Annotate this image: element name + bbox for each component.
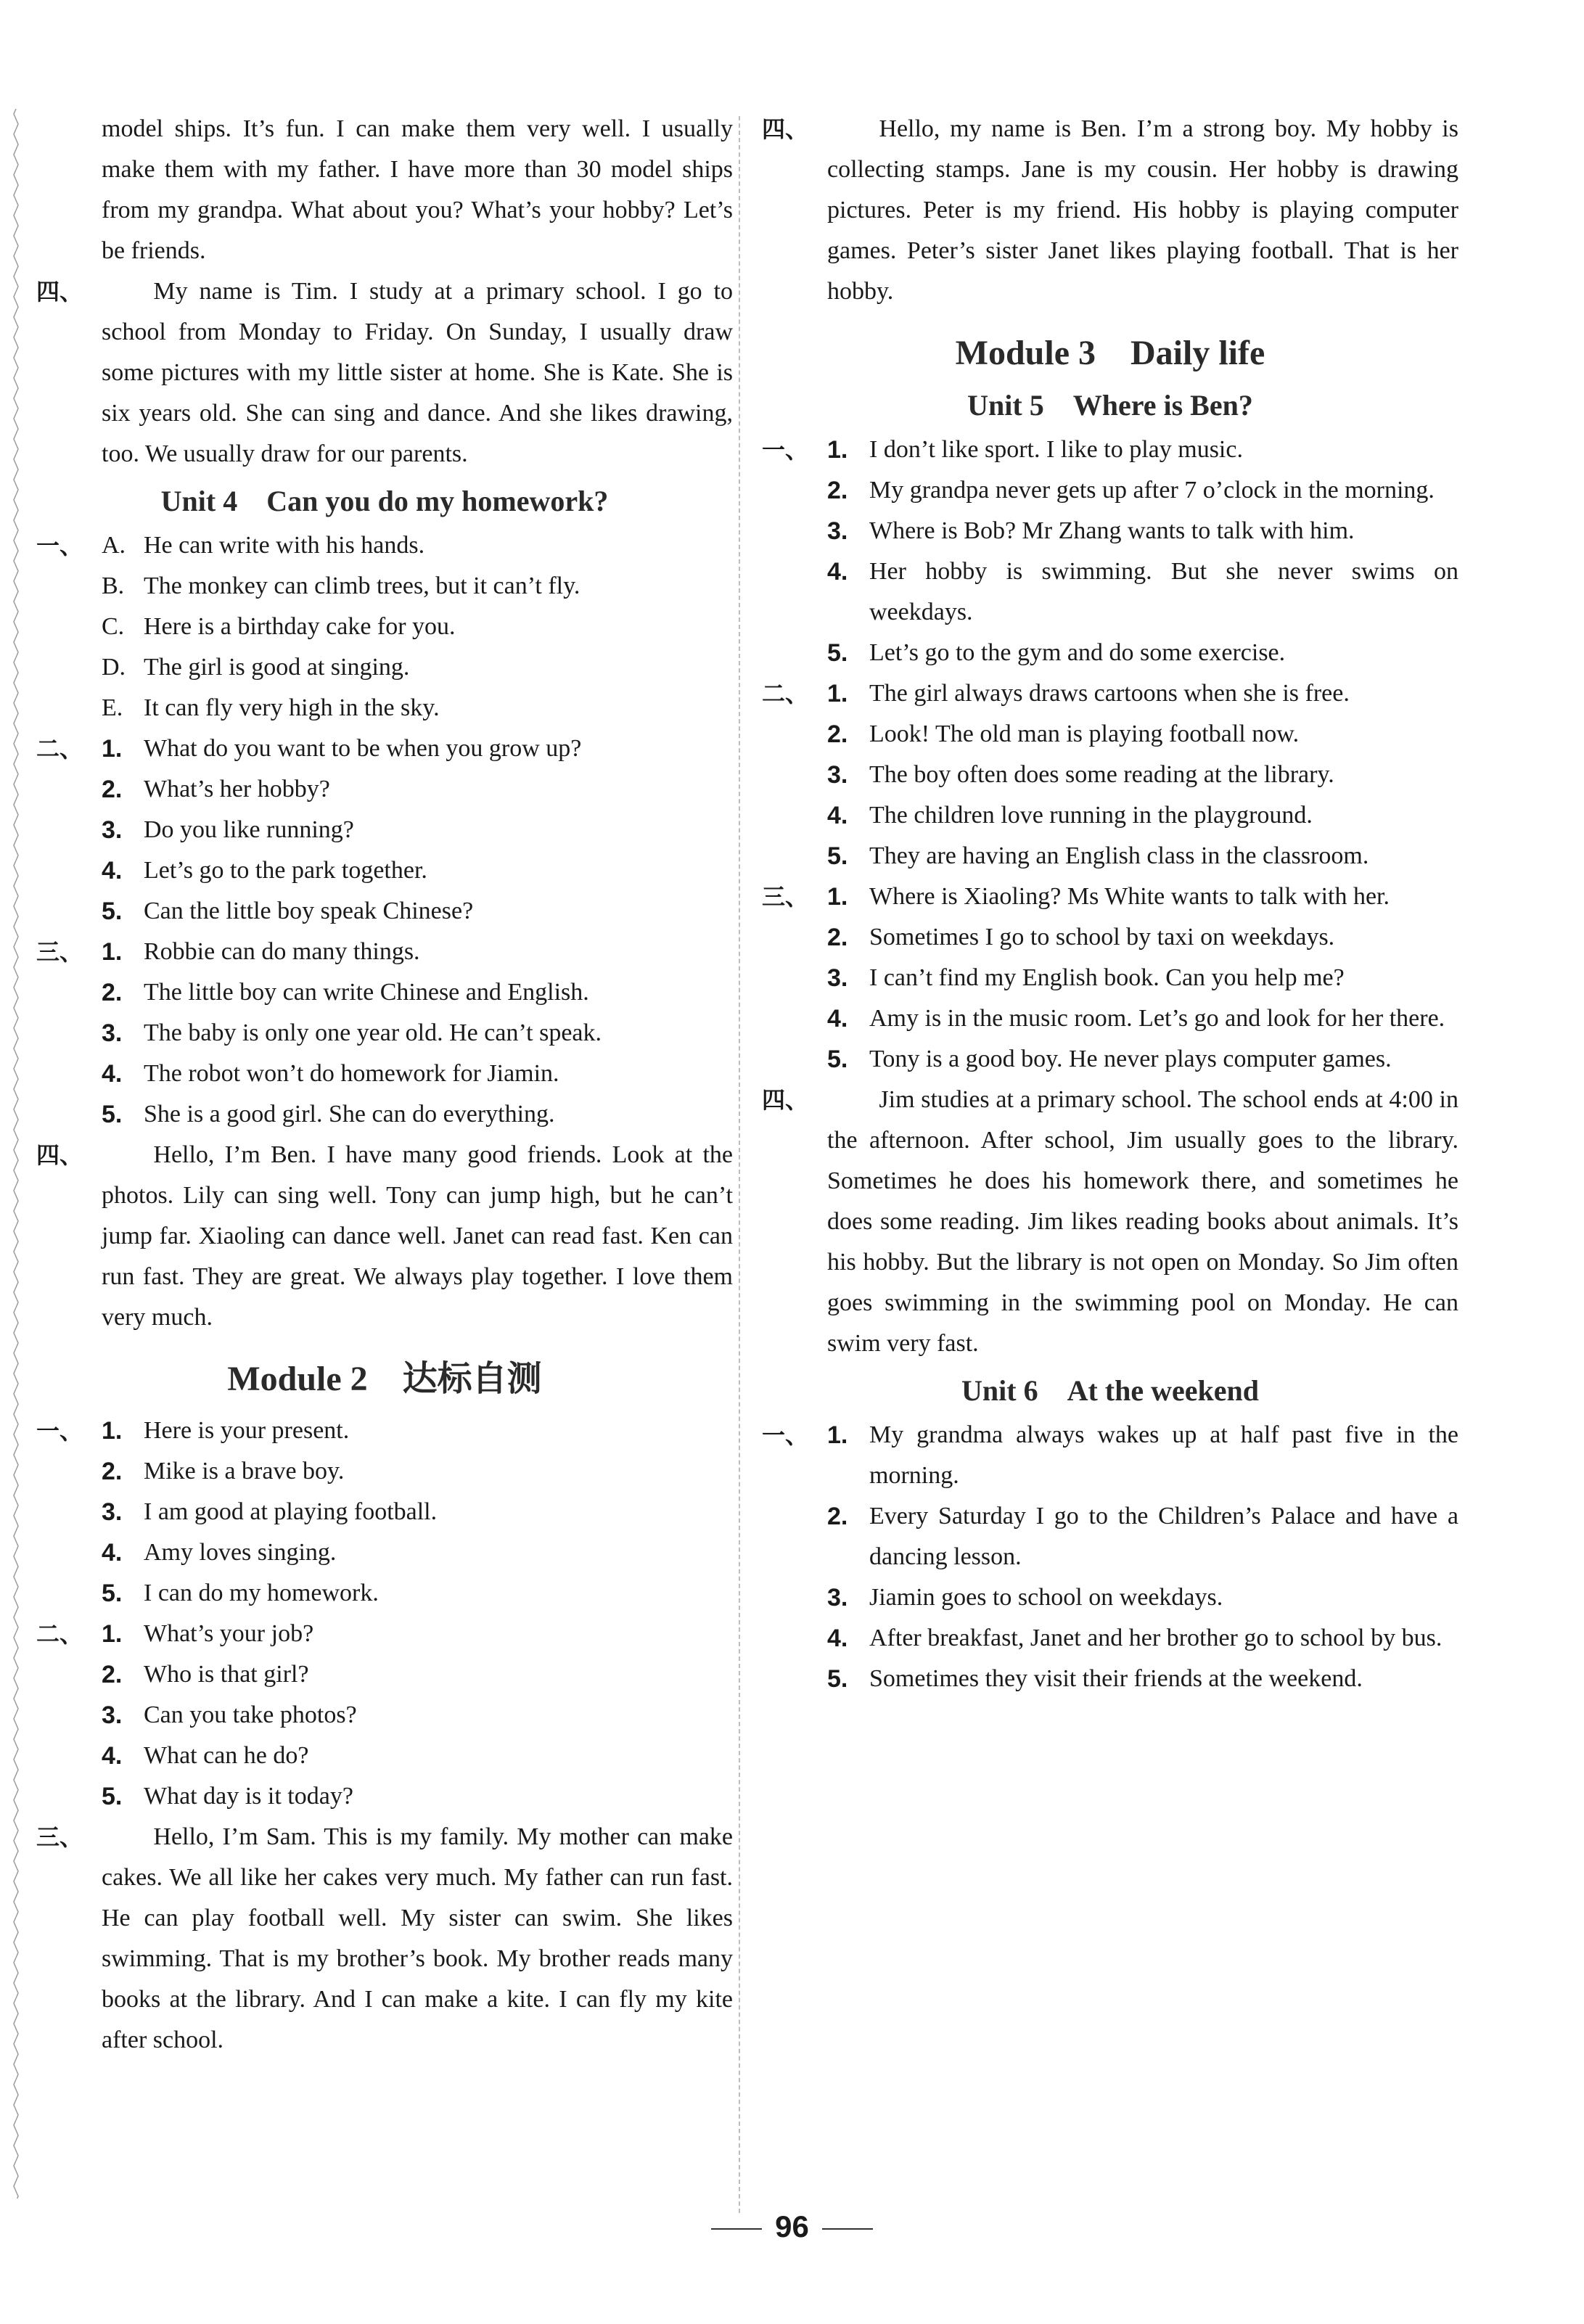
item-number: 5. [827,1665,848,1693]
item-text: What’s her hobby? [144,776,330,802]
answer-item [827,1577,1458,1618]
answer-item [102,850,733,891]
section-label: 二、 [36,1620,83,1648]
answer-list [827,876,1458,1080]
item-number: 1. [102,938,123,966]
answer-list [827,1415,1458,1699]
item-text: The girl is good at singing. [144,654,410,681]
item-text: He can write with his hands. [144,532,425,559]
answer-item [827,673,1458,714]
section-label: 四、 [36,278,83,305]
unit-4-title: Unit 4 Can you do my homework? [160,485,609,517]
answer-item [827,795,1458,836]
item-text: I can’t find my English book. Can you help me? [869,964,1345,991]
answer-item [102,769,733,810]
unit5-section-1 [762,430,1458,673]
module2-section-1 [36,1411,733,1614]
answer-item [827,755,1458,795]
item-text: Tony is a good boy. He never plays computer games. [869,1046,1392,1072]
answer-item [827,836,1458,876]
section-label: 一、 [36,1417,83,1445]
passage-text: Jim studies at a primary school. The school ends at 4:00 in the afternoon. After school, Jim usually goes to the library. Sometimes he does his homework there, and sometimes he does some reading. Jim likes reading books about animals. It’s his hobby. But the library is not open on Monday. So Jim often goes swimming in the swimming pool on Monday. He can swim very fast. [827,1086,1458,1357]
answer-item [827,1659,1458,1699]
item-text: Amy loves singing. [144,1539,337,1566]
item-text: Can you take photos? [144,1701,357,1728]
item-number: 4. [827,802,848,829]
item-number: 2. [102,776,123,803]
module2-section-2 [36,1614,733,1817]
footer-dash-left [711,2228,762,2230]
answer-item [827,714,1458,755]
answer-list [102,1411,733,1614]
page-number: 96 [775,2209,809,2243]
answer-item [827,1618,1458,1659]
page-number-footer [0,2209,1584,2244]
answer-item [827,917,1458,958]
item-number: 5. [102,1101,123,1128]
answer-item [102,647,733,688]
answer-item [102,728,733,769]
item-text: Let’s go to the park together. [144,857,427,884]
answer-list [827,673,1458,876]
item-text: What’s your job? [144,1620,314,1647]
answer-item [102,1054,733,1094]
item-number: 1. [827,680,848,707]
answer-item [102,1614,733,1654]
item-number: 3. [827,964,848,992]
item-text: Where is Xiaoling? Ms White wants to talk with her. [869,883,1390,910]
module-3-title: Module 3 Daily life [955,334,1265,372]
footer-dash-right [822,2228,873,2230]
unit4-section-1 [36,525,733,728]
item-number: 5. [827,1046,848,1073]
left-column [36,109,733,2061]
answer-item [827,998,1458,1039]
unit-6-title: Unit 6 At the weekend [961,1374,1259,1407]
section-label: 四、 [36,1141,83,1169]
item-number: A. [102,532,126,559]
item-number: 4. [827,1005,848,1032]
answer-item [102,1013,733,1054]
item-number: 5. [827,842,848,870]
unit5-section-4 [762,1080,1458,1364]
answer-list [102,728,733,932]
item-text: I don’t like sport. I like to play music. [869,436,1243,463]
answer-item [827,1039,1458,1080]
paragraph-text: model ships. It’s fun. I can make them very well. I usually make them with my father. I have more than 30 model ships from my grandpa. What about you? What’s your hobby? Let’s be friends. [102,115,733,264]
item-number: 3. [102,1019,123,1047]
unit-5-title: Unit 5 Where is Ben? [967,389,1253,422]
item-text: What day is it today? [144,1783,353,1810]
item-text: She is a good girl. She can do everything. [144,1101,555,1128]
answer-item [827,633,1458,673]
answer-item [102,810,733,850]
item-text: The little boy can write Chinese and English. [144,979,589,1006]
answer-item [827,430,1458,470]
item-text: It can fly very high in the sky. [144,694,440,721]
answer-item [827,958,1458,998]
unit4-section-3 [36,932,733,1135]
column-divider [739,116,740,2213]
item-text: The girl always draws cartoons when she is free. [869,680,1350,707]
item-number: 2. [102,1458,123,1485]
item-text: Robbie can do many things. [144,938,420,965]
item-number: 1. [827,1421,848,1449]
unit4-section-2 [36,728,733,932]
answer-item [102,525,733,566]
item-number: D. [102,654,126,681]
answer-item [102,1736,733,1776]
item-number: 2. [102,1661,123,1688]
continued-paragraph [36,109,733,271]
section-label: 一、 [762,1421,809,1449]
unit6-section-1 [762,1415,1458,1699]
answer-item [102,932,733,972]
item-number: 2. [827,924,848,951]
passage-text: Hello, my name is Ben. I’m a strong boy. My hobby is collecting stamps. Jane is my cousin. Her hobby is drawing pictures. Peter is my friend. His hobby is playing computer games. Peter’s sister Janet likes playing football. That is her hobby. [827,115,1458,305]
item-text: The boy often does some reading at the library. [869,761,1334,788]
item-number: 2. [827,720,848,748]
item-text: I can do my homework. [144,1580,379,1606]
answer-item [102,1532,733,1573]
answer-item [827,876,1458,917]
item-text: Mike is a brave boy. [144,1458,345,1485]
item-number: 4. [102,1060,123,1088]
section-label: 二、 [36,735,83,763]
section-label: 一、 [762,436,809,464]
passage-text: Hello, I’m Sam. This is my family. My mother can make cakes. We all like her cakes very much. My father can run fast. He can play football well. My sister can swim. She likes swimming. That is my brother’s book. My brother reads many books at the library. And I can make a kite. I can fly my kite after school. [102,1823,733,2053]
item-text: I am good at playing football. [144,1498,438,1525]
item-number: 1. [102,1417,123,1445]
item-number: 4. [102,1539,123,1567]
item-text: Her hobby is swimming. But she never swims on weekdays. [869,558,1458,625]
right-column [762,109,1458,1699]
answer-list [827,430,1458,673]
module2-section-3 [36,1817,733,2061]
unit5-section-3 [762,876,1458,1080]
section-label: 三、 [762,883,809,911]
answer-item [827,511,1458,551]
item-number: 5. [102,1783,123,1810]
item-number: 5. [827,639,848,667]
item-text: The robot won’t do homework for Jiamin. [144,1060,559,1087]
item-number: C. [102,613,125,640]
answer-item [827,470,1458,511]
item-number: E. [102,694,123,721]
item-text: They are having an English class in the classroom. [869,842,1369,869]
item-number: 3. [102,1701,123,1729]
item-number: 2. [102,979,123,1006]
answer-item [102,1573,733,1614]
item-text: Jiamin goes to school on weekdays. [869,1584,1223,1611]
answer-item [102,1411,733,1451]
item-text: Look! The old man is playing football now. [869,720,1300,747]
answer-item [102,1451,733,1492]
item-number: 3. [827,761,848,789]
section-4-passage [36,271,733,475]
item-text: The children love running in the playground. [869,802,1313,829]
item-number: 3. [102,1498,123,1526]
passage-text: Hello, I’m Ben. I have many good friends. Look at the photos. Lily can sing well. Tony can jump high, but he can’t jump far. Xiaoling can dance well. Janet can read fast. Ken can run fast. They are great. We always play together. I love them very much. [102,1141,733,1331]
section-label: 四、 [762,115,809,143]
answer-list [102,932,733,1135]
item-number: 1. [827,436,848,464]
item-text: Here is a birthday cake for you. [144,613,456,640]
item-text: Here is your present. [144,1417,350,1444]
item-text: After breakfast, Janet and her brother go to school by bus. [869,1625,1443,1651]
item-number: 1. [102,1620,123,1648]
answer-item [102,1695,733,1736]
passage-text: My name is Tim. I study at a primary school. I go to school from Monday to Friday. On Sunday, I usually draw some pictures with my little sister at home. She is Kate. She is six years old. She can sing and dance. And she likes drawing, too. We usually draw for our parents. [102,278,733,467]
section-label: 一、 [36,532,83,559]
section-label: 二、 [762,680,809,707]
item-text: Every Saturday I go to the Children’s Palace and have a dancing lesson. [869,1503,1458,1570]
item-text: What can he do? [144,1742,309,1769]
answer-item [102,972,733,1013]
module-2-title: Module 2 达标自测 [227,1360,542,1398]
item-number: 5. [102,1580,123,1607]
binding-edge-decoration [10,109,22,2198]
item-number: 3. [102,816,123,844]
item-text: Who is that girl? [144,1661,309,1688]
answer-item [102,1094,733,1135]
item-text: What do you want to be when you grow up? [144,735,582,762]
answer-item [827,1496,1458,1577]
item-text: Amy is in the music room. Let’s go and look for her there. [869,1005,1445,1032]
item-text: Can the little boy speak Chinese? [144,898,474,924]
item-number: 3. [827,517,848,545]
answer-item [102,1654,733,1695]
item-number: 4. [102,1742,123,1770]
item-text: My grandma always wakes up at half past five in the morning. [869,1421,1458,1489]
answer-list [102,525,733,728]
section-4-passage [762,109,1458,312]
item-text: The baby is only one year old. He can’t speak. [144,1019,602,1046]
answer-list [102,1614,733,1817]
section-label: 三、 [36,938,83,966]
item-text: My grandpa never gets up after 7 o’clock in the morning. [869,477,1435,504]
item-text: Do you like running? [144,816,354,843]
item-number: 1. [102,735,123,763]
item-number: 2. [827,477,848,504]
answer-item [102,688,733,728]
item-number: 3. [827,1584,848,1611]
unit5-section-2 [762,673,1458,876]
item-text: Sometimes I go to school by taxi on weekdays. [869,924,1335,950]
item-text: Where is Bob? Mr Zhang wants to talk with him. [869,517,1355,544]
section-label: 四、 [762,1086,809,1114]
item-number: 4. [827,1625,848,1652]
answer-item [102,891,733,932]
answer-item [102,1776,733,1817]
item-number: B. [102,572,125,599]
item-number: 1. [827,883,848,911]
unit4-section-4 [36,1135,733,1338]
answer-item [102,607,733,647]
item-text: Let’s go to the gym and do some exercise. [869,639,1286,666]
item-number: 4. [102,857,123,884]
item-number: 5. [102,898,123,925]
item-text: The monkey can climb trees, but it can’t fly. [144,572,580,599]
answer-item [827,551,1458,633]
item-number: 4. [827,558,848,586]
answer-item [102,566,733,607]
answer-item [102,1492,733,1532]
item-text: Sometimes they visit their friends at the weekend. [869,1665,1363,1692]
section-label: 三、 [36,1823,83,1851]
answer-item [827,1415,1458,1496]
item-number: 2. [827,1503,848,1530]
